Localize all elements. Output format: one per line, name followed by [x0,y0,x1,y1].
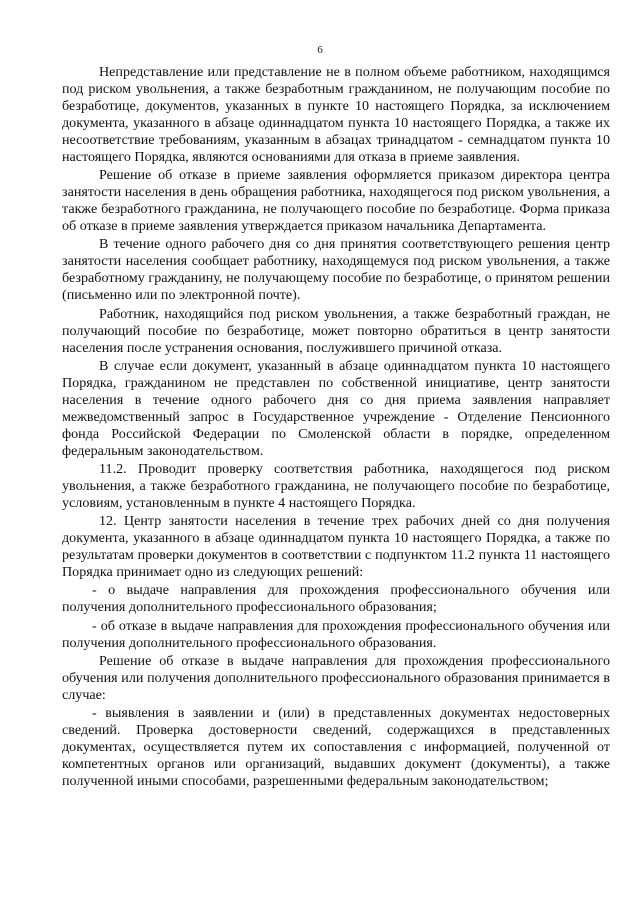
paragraph-refusal-grounds: Непредставление или представление не в полном объеме работником, находящимся под риском увольнения, а также безработным гражданином, не получающим пособие по безработице, документов, указанных в пункте 10 настоящего Порядка, за исключением документа, указанного в абзаце одиннадцатом пункта 10 настоящего Порядка, а также их несоответствие требованиям, указанным в абзацах тринадцатом - семнадцатом пункта 10 настоящего Порядка, являются основаниями для отказа в приеме заявления. [62,64,610,165]
paragraph-notification: В течение одного рабочего дня со дня принятия соответствующего решения центр занятости населения сообщает работнику, находящемуся под риском увольнения, а также безработному гражданину, не получающему пособие по безработице, о принятом решении (письменно или по электронной почте). [62,236,610,304]
list-item-issue-referral: - о выдаче направления для прохождения профессионального обучения или получения дополнительного профессионального образования; [62,582,610,616]
paragraph-refusal-order: Решение об отказе в приеме заявления оформляется приказом директора центра занятости населения в день обращения работника, находящегося под риском увольнения, а также безработного гражданина, не получающего пособие по безработице. Форма приказа об отказе в приеме заявления утверждается приказом начальника Департамента. [62,167,610,235]
paragraph-11-2: 11.2. Проводит проверку соответствия работника, находящегося под риском увольнения, а также безработного гражданина, не получающего пособие по безработице, условиям, установленным в пункте 4 настоящего Порядка. [62,460,610,511]
paragraph-12: 12. Центр занятости населения в течение трех рабочих дней со дня получения документа, указанного в абзаце одиннадцатом пункта 10 настоящего Порядка, а также по результатам проверки документов в соответствии с подпунктом 11.2 пункта 11 настоящего Порядка принимает одно из следующих решений: [62,513,610,581]
paragraph-refusal-decision: Решение об отказе в выдаче направления для прохождения профессионального обучения или получения дополнительного профессионального образования принимается в случае: [62,652,610,703]
paragraph-interagency-request: В случае если документ, указанный в абзаце одиннадцатом пункта 10 настоящего Порядка, гражданином не представлен по собственной инициативе, центр занятости населения в течение одного рабочего дня со дня приема заявления направляет межведомственный запрос в Государственное учреждение - Отделение Пенсионного фонда Российской Федерации по Смоленской области в порядке, определенном федеральным законодательством. [62,357,610,459]
list-item-refuse-referral: - об отказе в выдаче направления для прохождения профессионального обучения или получения дополнительного профессионального образования. [62,617,610,651]
list-item-false-information: - выявления в заявлении и (или) в представленных документах недостоверных сведений. Проверка достоверности сведений, содержащихся в представленных документах, осуществляется путем их сопоставления с информацией, полученной от компетентных органов или организаций, выдавших документ (документы), а также полученной иными способами, разрешенными федеральным законодательством; [62,704,610,789]
paragraph-reapply: Работник, находящийся под риском увольнения, а также безработный граждан, не получающий пособие по безработице, может повторно обратиться в центр занятости населения после устранения основания, послужившего причиной отказа. [62,305,610,356]
page-number: 6 [317,44,323,56]
document-body [62,64,610,791]
